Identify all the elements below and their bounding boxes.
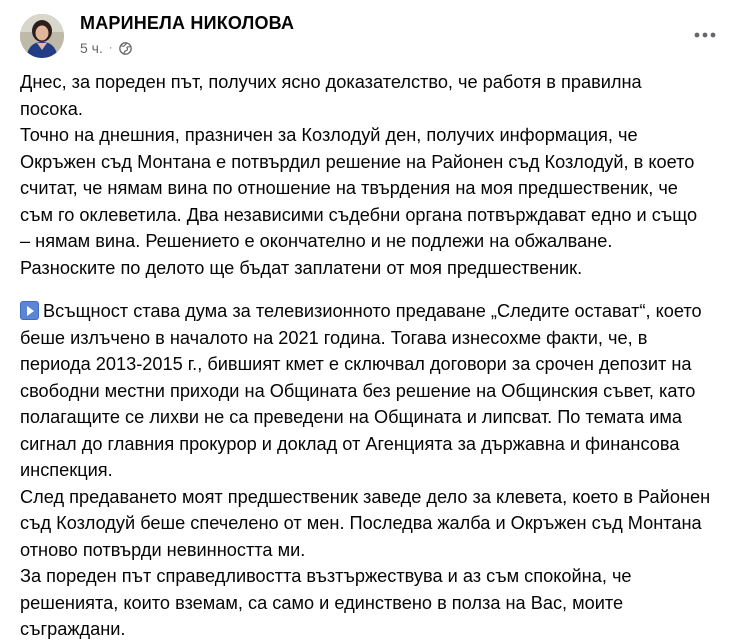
post-paragraph-1	[20, 69, 720, 281]
post-header	[16, 12, 722, 60]
post-paragraph-2-text: Всъщност става дума за телевизионното предаване „Следите остават“, което беше излъчено в началото на 2021 година. Тогава изнесохме факти, че, в периода 2013-2015 г., бившият кмет е сключвал договори за срочен депозит на свободни местни приходи на Общината без решение на Общинския съвет, като полагащите се лихви не са преведени на Общината и липсват. По темата има сигнал до главния прокурор и доклад от Агенцията за държавна и финансова инспекция. След предаването моят предшественик заведе дело за клевета, което в Районен съд Козлодуй беше спечелено от мен. Последва жалба и Окръжен съд Монтана отново потвърди невинността ми. За пореден път справедливостта възтържествува и аз съм спокойна, че решенията, които вземам, са само и единствено в полза на Вас, моите съграждани.	[20, 301, 711, 639]
post-paragraph-1-text: Днес, за пореден път, получих ясно доказателство, че работя в правилна посока. Точно на днешния, празничен за Козлодуй ден, получих информация, че Окръжен съд Монтана е потвърдил решение на Районен съд Козлодуй, в което считат, че нямам вина по отношение на твърдения на моя предшественик, че съм го оклеветила. Два независими съдебни органа потвърждават едно и също – нямам вина. Решението е окончателно и не подлежи на обжалване. Разноските по делото ще бъдат заплатени от моя предшественик.	[20, 72, 698, 278]
post-paragraph-2	[20, 298, 720, 643]
globe-icon[interactable]	[119, 42, 132, 55]
author-name[interactable]: МАРИНЕЛА НИКОЛОВА	[80, 13, 295, 33]
play-button-icon	[20, 301, 39, 320]
post-timestamp[interactable]: 5 ч.	[80, 40, 103, 56]
post-meta	[80, 40, 132, 56]
more-options-button[interactable]	[688, 18, 722, 52]
meta-separator: ·	[108, 42, 113, 54]
post-body	[20, 69, 720, 643]
avatar-photo-icon	[20, 14, 64, 58]
more-options-icon	[694, 32, 716, 38]
author-avatar[interactable]	[20, 14, 64, 58]
